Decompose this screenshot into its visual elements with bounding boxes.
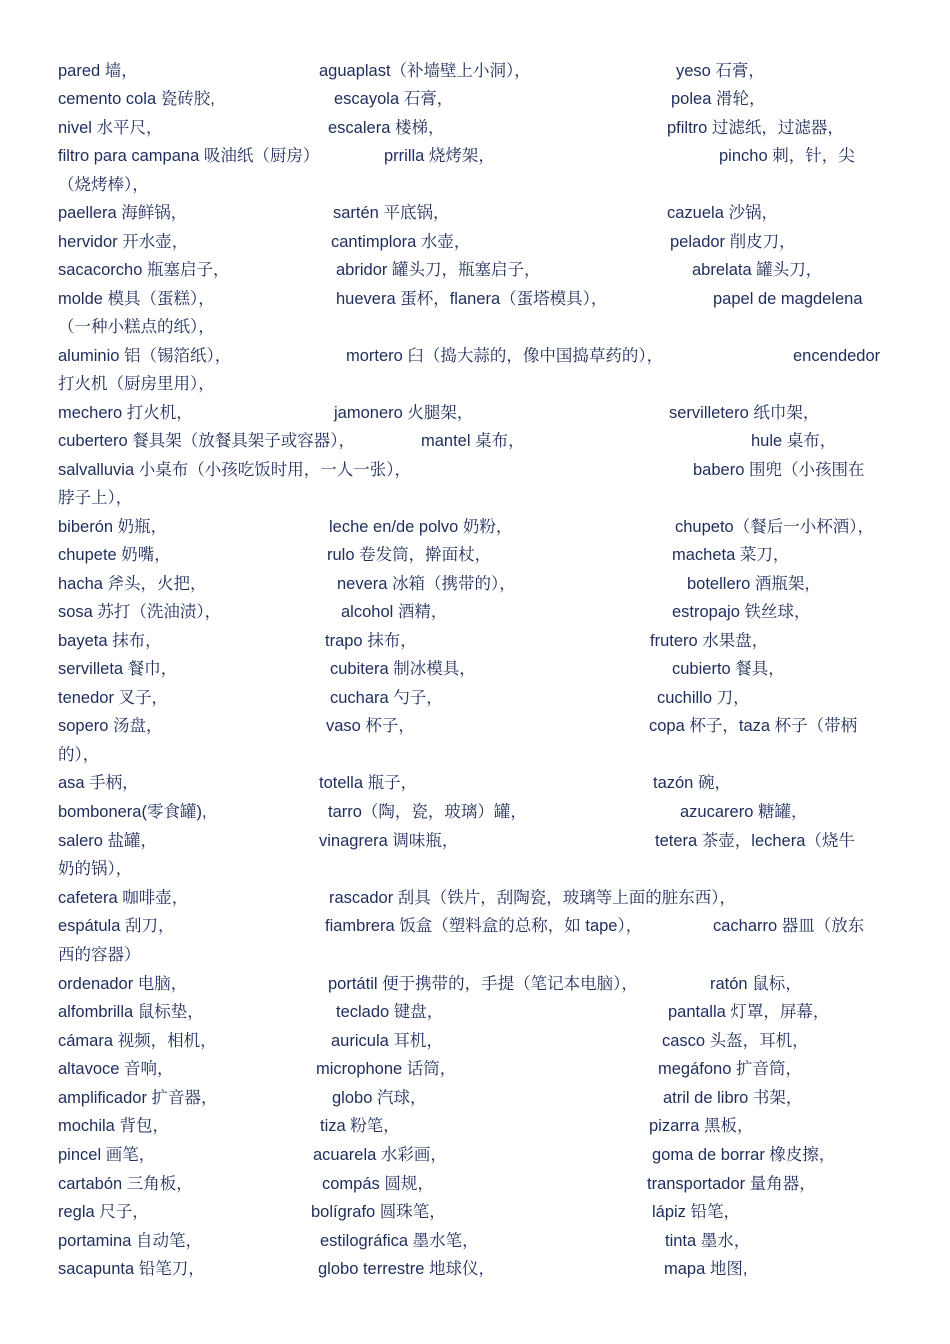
vocab-entry: cubertero 餐具架（放餐具架子或容器）， — [58, 432, 356, 450]
vocab-entry: cafetera 咖啡壶， — [58, 889, 189, 907]
vocab-entry: prrilla 烧烤架， — [384, 147, 495, 165]
vocab-entry: cartabón 三角板， — [58, 1175, 193, 1193]
vocab-entry: portátil 便于携带的，手提（笔记本电脑）， — [328, 975, 638, 993]
vocab-entry: pizarra 黑板， — [649, 1117, 754, 1135]
vocab-entry: cazuela 沙锅， — [667, 204, 778, 222]
vocab-entry: chupeto（餐后一小杯酒）， — [675, 518, 874, 536]
vocab-entry: biberón 奶瓶， — [58, 518, 168, 536]
vocab-entry: azucarero 糖罐， — [680, 803, 808, 821]
vocab-entry-continued: 西的容器） — [58, 946, 141, 964]
vocab-entry: tinta 墨水， — [665, 1232, 751, 1250]
vocab-entry: tazón 碗， — [653, 774, 731, 792]
vocab-entry: hervidor 开水壶， — [58, 233, 189, 251]
vocab-entry: mechero 打火机， — [58, 404, 193, 422]
vocab-entry: tetera 茶壶，lechera（烧牛 — [655, 832, 855, 850]
vocab-entry: macheta 菜刀， — [672, 546, 790, 564]
vocab-entry: cámara 视频，相机， — [58, 1032, 217, 1050]
vocab-entry: polea 滑轮， — [671, 90, 766, 108]
vocab-entry: goma de borrar 橡皮擦， — [652, 1146, 836, 1164]
vocab-entry: copa 杯子，taza 杯子（带柄 — [649, 717, 858, 735]
vocab-entry: casco 头盔，耳机， — [662, 1032, 809, 1050]
vocab-entry: huevera 蛋杯，flanera（蛋塔模具）， — [336, 290, 608, 308]
vocab-entry: sacacorcho 瓶塞启子， — [58, 261, 230, 279]
vocab-entry: alcohol 酒精， — [341, 603, 448, 621]
vocab-entry: cacharro 器皿（放东 — [713, 917, 865, 935]
vocab-entry: pfiltro 过滤纸，过滤器， — [667, 119, 844, 137]
vocab-entry: salero 盐罐， — [58, 832, 158, 850]
vocab-entry: babero 围兜（小孩围在 — [693, 461, 865, 479]
vocab-entry: sosa 苏打（洗油渍）， — [58, 603, 222, 621]
vocab-entry: auricula 耳机， — [331, 1032, 443, 1050]
vocab-entry: acuarela 水彩画， — [313, 1146, 447, 1164]
vocab-entry: microphone 话筒， — [316, 1060, 457, 1078]
vocab-entry: jamonero 火腿架， — [334, 404, 474, 422]
vocab-entry: megáfono 扩音筒， — [658, 1060, 802, 1078]
vocab-entry: cemento cola 瓷砖胶, — [58, 90, 215, 108]
vocab-entry: papel de magdelena — [713, 290, 863, 308]
vocab-entry: bolígrafo 圆珠笔， — [311, 1203, 446, 1221]
vocab-entry: abridor 罐头刀，瓶塞启子， — [336, 261, 541, 279]
vocab-entry: nivel 水平尺， — [58, 119, 163, 137]
vocab-entry: nevera 冰箱（携带的）， — [337, 575, 516, 593]
vocab-entry: espátula 刮刀， — [58, 917, 175, 935]
vocab-entry-continued: 脖子上）， — [58, 489, 133, 507]
vocab-entry: botellero 酒瓶架， — [687, 575, 821, 593]
vocab-entry: encendedor — [793, 347, 881, 365]
vocab-entry: pincho 刺，针，尖 — [719, 147, 855, 165]
vocab-entry: estilográfica 墨水笔， — [320, 1232, 479, 1250]
vocab-entry: regla 尺子， — [58, 1203, 149, 1221]
vocab-entry: tarro（陶，瓷，玻璃）罐， — [328, 803, 527, 821]
vocab-entry: globo 汽球， — [332, 1089, 427, 1107]
vocab-entry: vinagrera 调味瓶， — [319, 832, 459, 850]
vocab-entry: mapa 地图, — [664, 1260, 748, 1278]
vocab-entry-continued: 的）， — [58, 746, 100, 764]
vocab-entry-continued: （烧烤棒）， — [58, 176, 149, 194]
vocab-entry: sopero 汤盘， — [58, 717, 163, 735]
vocab-entry-continued: （一种小糕点的纸）， — [58, 318, 215, 336]
vocab-entry-continued: 奶的锅）， — [58, 860, 133, 878]
vocab-entry: abrelata 罐头刀， — [692, 261, 823, 279]
vocab-entry: mantel 桌布， — [421, 432, 525, 450]
vocab-entry: cuchara 勺子， — [330, 689, 443, 707]
vocab-entry: vaso 杯子， — [326, 717, 415, 735]
vocab-entry: frutero 水果盘， — [650, 632, 769, 650]
vocab-entry: globo terrestre 地球仪， — [318, 1260, 495, 1278]
vocab-entry: fiambrera 饭盒（塑料盒的总称，如 tape）， — [325, 917, 643, 935]
vocab-entry: compás 圆规， — [322, 1175, 434, 1193]
vocab-entry: salvalluvia 小桌布（小孩吃饭时用，一人一张）， — [58, 461, 411, 479]
vocab-entry-continued: 打火机（厨房里用）， — [58, 375, 215, 393]
vocab-entry: aluminio 铝（锡箔纸）， — [58, 347, 232, 365]
vocab-entry: mortero 臼（捣大蒜的，像中国捣草药的）， — [346, 347, 664, 365]
vocab-entry: molde 模具（蛋糕）， — [58, 290, 215, 308]
vocab-entry: rulo 卷发筒，擀面杖， — [327, 546, 492, 564]
vocab-entry: pantalla 灯罩，屏幕， — [668, 1003, 830, 1021]
vocab-entry: totella 瓶子， — [319, 774, 418, 792]
vocab-entry: tenedor 叉子， — [58, 689, 169, 707]
vocab-entry: estropajo 铁丝球， — [672, 603, 811, 621]
vocab-entry: sacapunta 铅笔刀， — [58, 1260, 205, 1278]
vocab-entry: leche en/de polvo 奶粉， — [329, 518, 513, 536]
vocab-entry: yeso 石膏， — [676, 62, 765, 80]
vocab-entry: pelador 削皮刀， — [670, 233, 796, 251]
vocab-entry: asa 手柄， — [58, 774, 139, 792]
vocab-entry: hule 桌布， — [751, 432, 837, 450]
vocab-entry: mochila 背包， — [58, 1117, 169, 1135]
vocab-entry: escalera 楼梯， — [328, 119, 445, 137]
vocab-entry: filtro para campana 吸油纸（厨房） — [58, 147, 320, 165]
vocab-entry: bombonera(零食罐), — [58, 803, 207, 821]
vocab-entry: transportador 量角器， — [647, 1175, 816, 1193]
vocab-entry: portamina 自动笔， — [58, 1232, 202, 1250]
vocab-entry: cuchillo 刀， — [657, 689, 750, 707]
vocab-entry: sartén 平底锅， — [333, 204, 450, 222]
vocab-entry: ratón 鼠标， — [710, 975, 802, 993]
vocab-entry: chupete 奶嘴， — [58, 546, 171, 564]
vocab-entry: teclado 键盘， — [336, 1003, 444, 1021]
vocab-entry: pincel 画笔， — [58, 1146, 156, 1164]
vocab-entry: paellera 海鲜锅， — [58, 204, 188, 222]
vocab-entry: altavoce 音响， — [58, 1060, 174, 1078]
vocab-entry: alfombrilla 鼠标垫， — [58, 1003, 204, 1021]
vocab-entry: aguaplast（补墙壁上小洞）， — [319, 62, 531, 80]
vocab-entry: trapo 抹布， — [325, 632, 417, 650]
vocab-entry: bayeta 抹布， — [58, 632, 162, 650]
vocab-entry: pared 墙， — [58, 62, 138, 80]
vocab-entry: cantimplora 水壶， — [331, 233, 471, 251]
vocab-entry: ordenador 电脑， — [58, 975, 188, 993]
vocab-entry: lápiz 铅笔， — [652, 1203, 741, 1221]
vocab-entry: servilletero 纸巾架， — [669, 404, 820, 422]
vocab-entry: cubitera 制冰模具， — [330, 660, 476, 678]
vocab-entry: cubierto 餐具， — [672, 660, 785, 678]
vocab-entry: tiza 粉笔， — [320, 1117, 400, 1135]
vocab-entry: atril de libro 书架， — [663, 1089, 803, 1107]
vocab-entry: servilleta 餐巾， — [58, 660, 178, 678]
vocab-entry: amplificador 扩音器， — [58, 1089, 218, 1107]
vocab-entry: hacha 斧头，火把， — [58, 575, 207, 593]
vocab-entry: rascador 刮具（铁片，刮陶瓷，玻璃等上面的脏东西）， — [329, 889, 737, 907]
vocab-entry: escayola 石膏， — [334, 90, 454, 108]
